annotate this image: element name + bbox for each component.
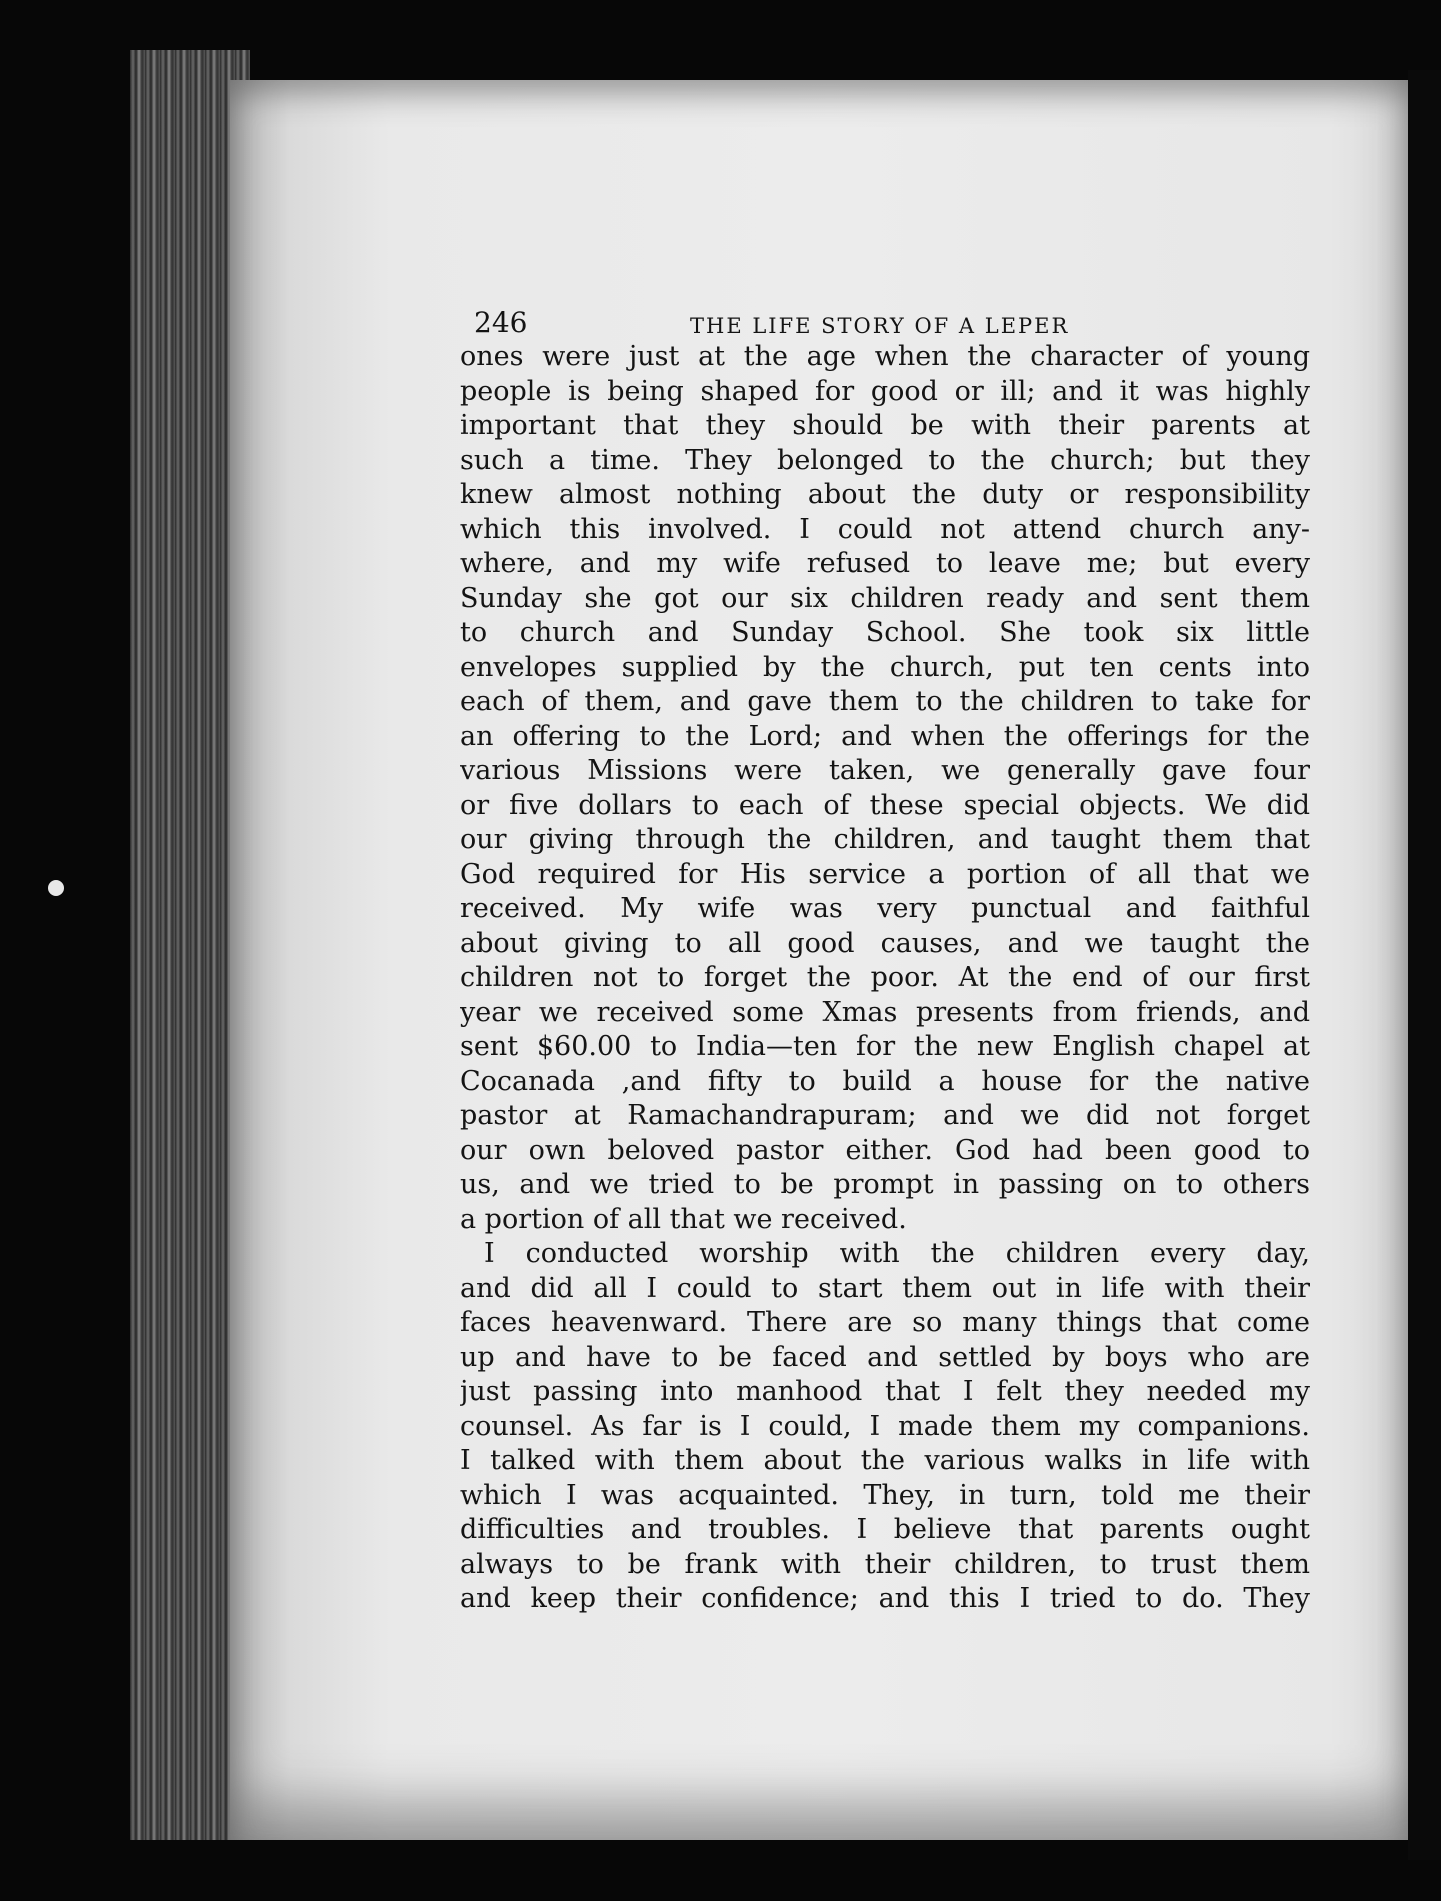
text-line: our giving through the children, and taught them that (460, 824, 1310, 855)
text-line: and keep their confidence; and this I tried to do. They (460, 1583, 1310, 1614)
text-line: which this involved. I could not attend church any- (460, 513, 1310, 545)
text-line: our own beloved pastor either. God had been good to (460, 1134, 1310, 1166)
text-line: up and have to be faced and settled by boys who are (460, 1341, 1310, 1373)
text-line: us, and we tried to be prompt in passing on to others (460, 1169, 1310, 1200)
text-line: just passing into manhood that I felt they needed my (460, 1376, 1310, 1407)
page-number: 246 (474, 306, 528, 339)
text-line: God required for His service a portion of all that we (460, 858, 1310, 890)
paragraph-1 (460, 340, 1310, 1237)
text-line: sent $60.00 to India—ten for the new English chapel at (460, 1031, 1310, 1062)
text-line: where, and my wife refused to leave me; but every (460, 548, 1310, 579)
text-line: I talked with them about the various walks in life with (460, 1445, 1310, 1476)
paragraph-2 (460, 1237, 1310, 1617)
right-shadow (1408, 70, 1441, 1860)
text-line: each of them, and gave them to the children to take for (460, 686, 1310, 717)
text-line: envelopes supplied by the church, put ten cents into (460, 651, 1310, 683)
text-line: a portion of all that we received. (460, 1203, 907, 1235)
text-line: knew almost nothing about the duty or responsibility (460, 479, 1310, 510)
text-line: to church and Sunday School. She took six little (460, 617, 1310, 648)
text-line: received. My wife was very punctual and faithful (460, 893, 1310, 924)
text-line: year we received some Xmas presents from friends, and (460, 996, 1310, 1028)
text-line: ones were just at the age when the character of young (460, 341, 1310, 372)
text-line: or five dollars to each of these special objects. We did (460, 789, 1310, 821)
text-line: about giving to all good causes, and we taught the (460, 927, 1310, 959)
text-line: pastor at Ramachandrapuram; and we did not forget (460, 1100, 1310, 1131)
scan-mark (48, 880, 64, 896)
page-header (460, 300, 1310, 340)
text-line: which I was acquainted. They, in turn, told me their (460, 1479, 1310, 1511)
text-line: important that they should be with their parents at (460, 410, 1310, 441)
text-line: counsel. As far is I could, I made them my companions. (460, 1410, 1310, 1442)
text-line: various Missions were taken, we generally gave four (460, 755, 1310, 786)
text-line: I conducted worship with the children every day, (484, 1238, 1310, 1269)
text-line: Sunday she got our six children ready and sent them (460, 582, 1310, 614)
text-line: always to be frank with their children, to trust them (460, 1548, 1310, 1580)
text-line: faces heavenward. There are so many things that come (460, 1307, 1310, 1338)
text-block (460, 300, 1310, 1617)
text-line: such a time. They belonged to the church; but they (460, 444, 1310, 476)
text-line: an offering to the Lord; and when the offerings for the (460, 720, 1310, 752)
text-line: people is being shaped for good or ill; and it was highly (460, 375, 1310, 407)
text-line: and did all I could to start them out in life with their (460, 1272, 1310, 1304)
running-head: THE LIFE STORY OF A LEPER (690, 314, 1070, 338)
text-line: children not to forget the poor. At the end of our first (460, 962, 1310, 993)
text-line: difficulties and troubles. I believe that parents ought (460, 1514, 1310, 1545)
text-line: Cocanada ,and fifty to build a house for the native (460, 1065, 1310, 1097)
